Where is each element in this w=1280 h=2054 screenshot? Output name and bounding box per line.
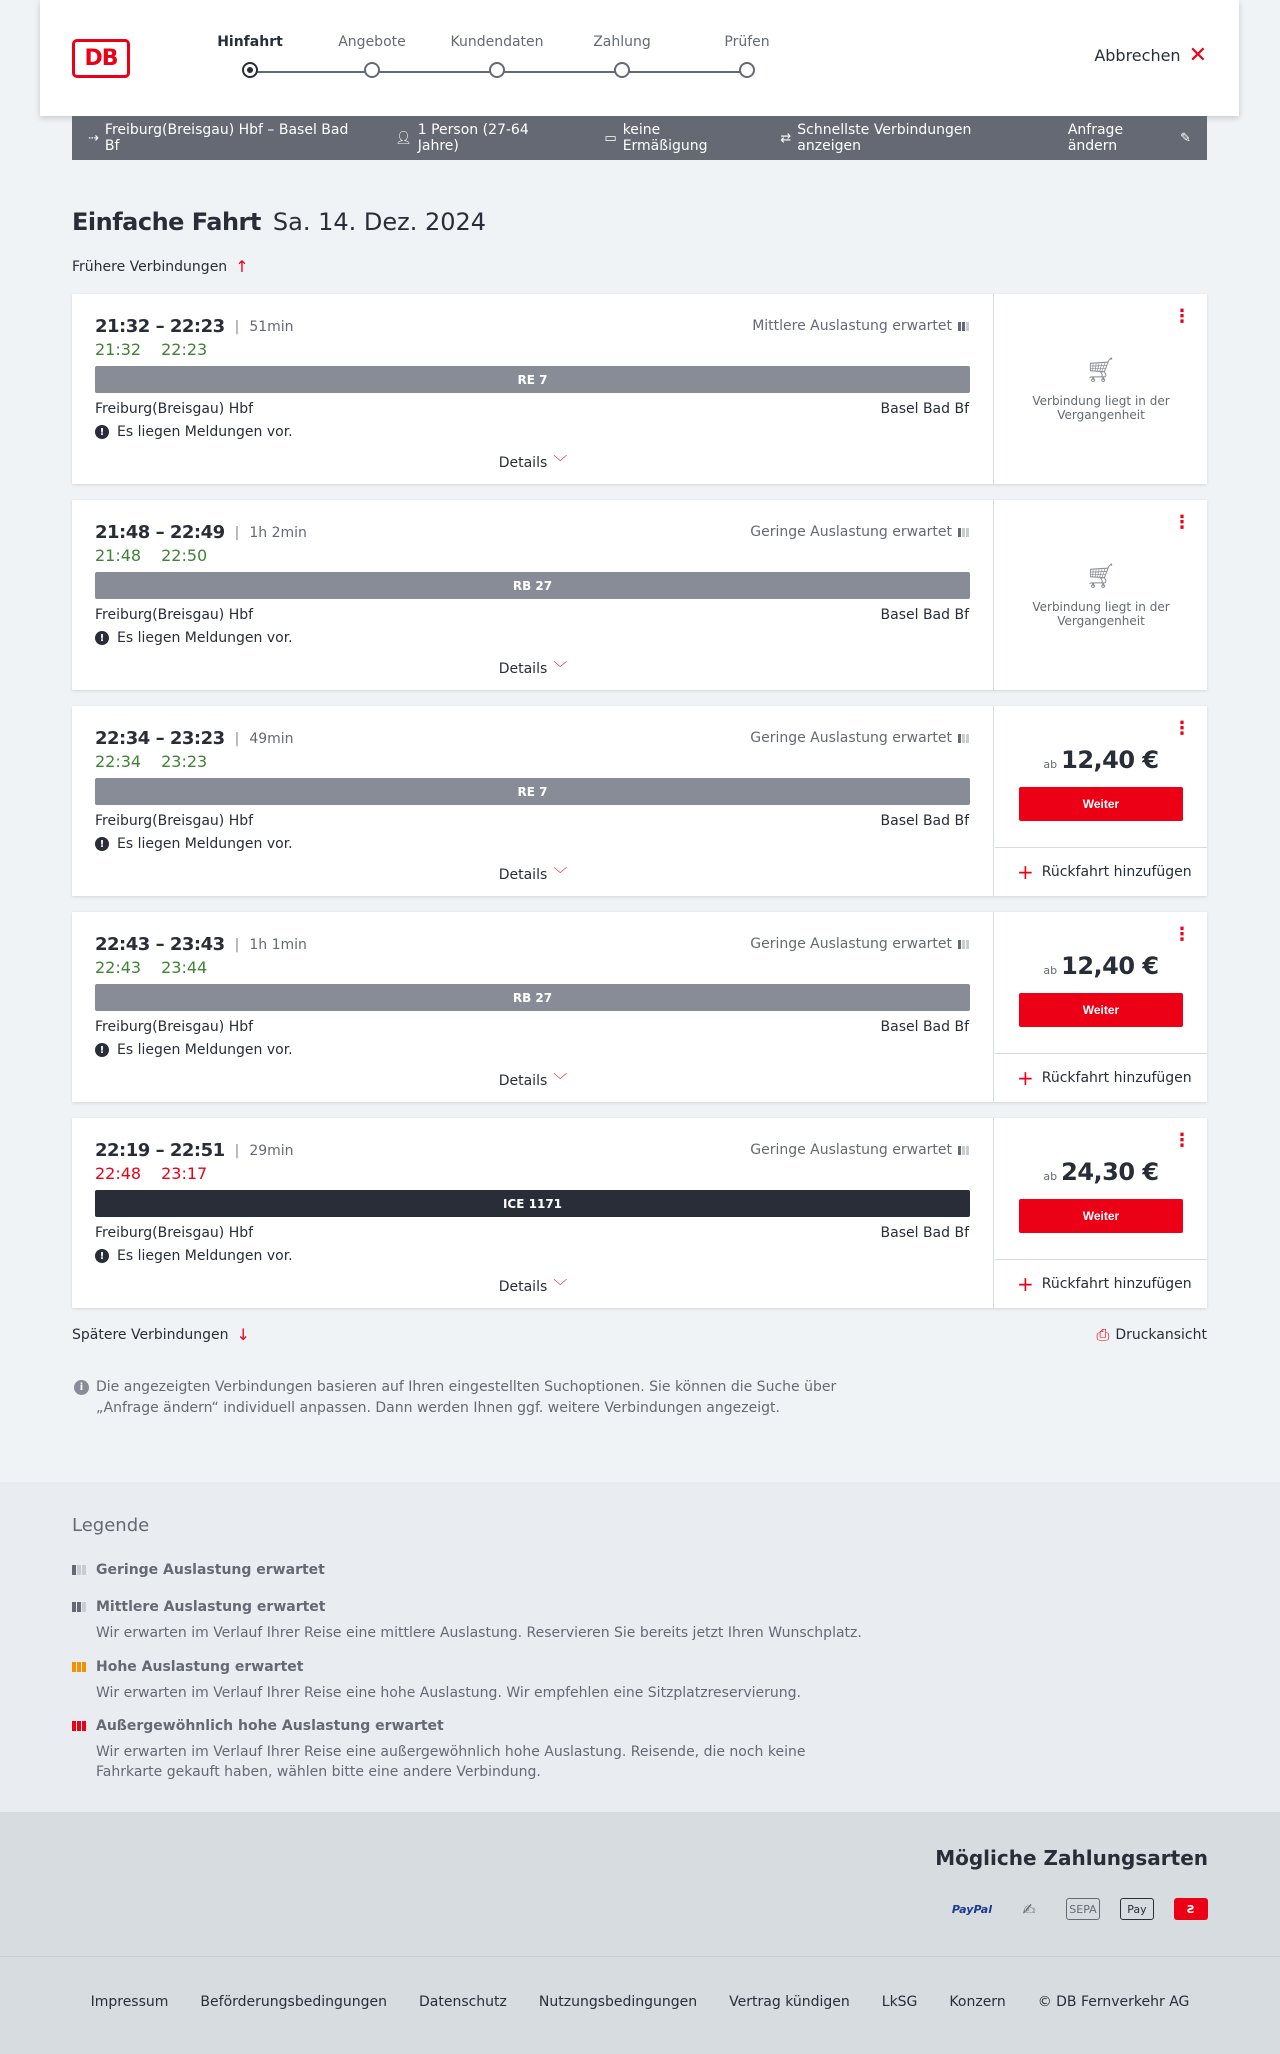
step-dot [614, 62, 630, 78]
legend-title: Legende [72, 1515, 150, 1536]
later-connections-link[interactable] [72, 1325, 250, 1344]
price-prefix: ab [1043, 758, 1058, 771]
duration: 51min [249, 318, 294, 335]
info-icon: i [74, 1380, 89, 1395]
planned-times: 21:48 – 22:49 [95, 522, 225, 543]
price [995, 952, 1207, 980]
separator: | [234, 318, 240, 335]
duration: 1h 1min [249, 936, 307, 953]
connection-info [72, 500, 994, 690]
footer-link-datenschutz[interactable]: Datenschutz [418, 1993, 507, 2010]
origin-station: Freiburg(Breisgau) Hbf [95, 1225, 254, 1241]
legend-label: Mittlere Auslastung erwartet [96, 1599, 326, 1615]
details-label: Details [498, 1073, 548, 1089]
connection-card [72, 912, 1207, 1102]
step-angebote [322, 34, 422, 56]
apple-pay-icon: Pay [1120, 1898, 1154, 1920]
planned-times: 22:34 – 23:23 [95, 728, 225, 749]
warning-icon: ! [95, 1043, 109, 1057]
origin-station: Freiburg(Breisgau) Hbf [95, 401, 254, 417]
price-amount: 12,40 € [1061, 746, 1159, 774]
price-amount: 24,30 € [1061, 1158, 1159, 1186]
info-text: Die angezeigten Verbindungen basieren auf Ihren eingestellten Suchoptionen. Sie können die Suche über „Anfrage ändern“ individuell anpassen. Dann werden Ihnen ggf. weitere Verbindungen angezeigt. [96, 1379, 837, 1416]
separator: | [234, 730, 240, 747]
origin-station: Freiburg(Breisgau) Hbf [95, 813, 254, 829]
past-connection-notice [995, 562, 1207, 628]
step-label: Prüfen [724, 34, 770, 50]
footer-link-impressum[interactable]: Impressum [90, 1993, 169, 2010]
legend-item-name [72, 1562, 872, 1578]
return-label: Rückfahrt hinzufügen [1041, 1276, 1192, 1292]
notice-text: Es liegen Meldungen vor. [117, 1248, 293, 1264]
warning-icon: ! [95, 837, 109, 851]
realtime-departure: 22:34 [95, 752, 142, 771]
notice [95, 424, 293, 440]
more-options-icon[interactable]: ⋮ [1173, 924, 1191, 945]
connection-info [72, 1118, 994, 1308]
step-label: Hinfahrt [217, 34, 283, 50]
footer-link-vertrag[interactable]: Vertrag kündigen [729, 1993, 850, 2010]
notice-text: Es liegen Meldungen vor. [117, 630, 293, 646]
price-amount: 12,40 € [1061, 952, 1159, 980]
legend-item [72, 1659, 872, 1703]
offer-panel [995, 912, 1207, 1102]
occupancy-label: Geringe Auslastung erwartet [750, 1142, 952, 1158]
add-return-button[interactable] [995, 847, 1207, 896]
realtime-arrival: 22:50 [161, 546, 208, 565]
footer-links [0, 1957, 1280, 2054]
close-icon: ✕ [1188, 42, 1207, 68]
occupancy-indicator [750, 524, 969, 540]
details-label: Details [498, 1279, 548, 1295]
credit-card-icon: ✍ [1022, 1899, 1036, 1919]
connection-card [72, 706, 1207, 896]
footer-copyright: © DB Fernverkehr AG [1037, 1993, 1190, 2010]
step-dot [364, 62, 380, 78]
swap-icon: ⇄ [780, 130, 792, 146]
planned-times: 21:32 – 22:23 [95, 316, 225, 337]
notice [95, 1042, 293, 1058]
progress-stepper [200, 34, 790, 84]
schedule-times [95, 934, 307, 955]
step-kundendaten [447, 34, 547, 56]
schedule-times [95, 522, 307, 543]
plus-icon: + [1017, 1066, 1034, 1090]
arrow-down-icon: ↓ [236, 1325, 250, 1344]
realtime-times [95, 752, 207, 771]
details-toggle[interactable] [72, 1070, 994, 1090]
realtime-arrival: 22:23 [161, 340, 208, 359]
person-icon: 👤︎ [395, 130, 412, 146]
step-dot [739, 62, 755, 78]
destination-station: Basel Bad Bf [880, 401, 969, 417]
earlier-label: Frühere Verbindungen [72, 258, 228, 275]
passenger-label: 1 Person (27-64 Jahre) [417, 122, 529, 154]
search-info-note [72, 1377, 852, 1419]
sepa-icon: SEPA [1066, 1898, 1100, 1920]
return-label: Rückfahrt hinzufügen [1041, 864, 1192, 880]
step-dot-active [242, 62, 258, 78]
connection-card [72, 1118, 1207, 1308]
connection-card [72, 294, 1207, 484]
cancel-button[interactable] [1094, 42, 1207, 68]
legend-section [0, 1482, 1280, 1812]
payment-title: Mögliche Zahlungsarten [935, 1846, 1208, 1870]
schedule-times [95, 316, 294, 337]
past-text: Verbindung liegt in der Vergangenheit [1032, 600, 1170, 628]
legend-item [72, 1599, 872, 1643]
more-options-icon[interactable]: ⋮ [1173, 718, 1191, 739]
edit-search-button[interactable] [1068, 122, 1191, 154]
price [995, 1158, 1207, 1186]
chevron-down-icon: ﹀ [553, 1073, 568, 1089]
notice-text: Es liegen Meldungen vor. [117, 1042, 293, 1058]
offer-panel [995, 294, 1207, 484]
planned-times: 22:19 – 22:51 [95, 1140, 225, 1161]
connection-info [72, 294, 994, 484]
checkout-header [40, 0, 1239, 116]
plus-icon: + [1017, 1272, 1034, 1296]
load-low-icon [958, 940, 969, 949]
load-high-icon [72, 1662, 88, 1672]
warning-icon: ! [95, 425, 109, 439]
edit-label: Anfrage ändern [1067, 122, 1124, 154]
load-medium-icon [958, 322, 969, 331]
details-toggle[interactable] [72, 1276, 994, 1296]
add-return-button[interactable] [995, 1053, 1207, 1102]
warning-icon: ! [95, 1249, 109, 1263]
legend-item-name [72, 1599, 872, 1615]
step-label: Angebote [338, 34, 406, 50]
continue-button[interactable]: Weiter [1019, 1199, 1183, 1233]
train-bar[interactable]: RB 27 [95, 984, 970, 1011]
schedule-times [95, 728, 294, 749]
legend-item [72, 1718, 872, 1782]
realtime-times [95, 340, 207, 359]
chevron-down-icon: ﹀ [553, 867, 568, 883]
destination-station: Basel Bad Bf [880, 813, 969, 829]
realtime-departure: 22:43 [95, 958, 142, 977]
connection-card [72, 500, 1207, 690]
planned-times: 22:43 – 23:43 [95, 934, 225, 955]
duration: 29min [249, 1142, 294, 1159]
return-label: Rückfahrt hinzufügen [1041, 1070, 1192, 1086]
destination-station: Basel Bad Bf [880, 1225, 969, 1241]
realtime-arrival: 23:23 [161, 752, 208, 771]
db-logo[interactable]: DB [72, 39, 130, 78]
offer-panel [995, 1118, 1207, 1308]
fastest-toggle[interactable] [780, 122, 1033, 154]
load-low-icon [958, 528, 969, 537]
footer-link-befoerderung[interactable]: Beförderungsbedingungen [200, 1993, 387, 2010]
chevron-down-icon: ﹀ [553, 661, 568, 677]
legend-description: Wir erwarten im Verlauf Ihrer Reise eine außergewöhnlich hohe Auslastung. Reisende, die noch keine Fahrkarte gekauft haben, wählen bitte eine andere Verbindung. [96, 1744, 806, 1780]
origin-station: Freiburg(Breisgau) Hbf [95, 1019, 254, 1035]
legend-item-name [72, 1659, 872, 1675]
more-options-icon[interactable]: ⋮ [1173, 512, 1191, 533]
plus-icon: + [1017, 860, 1034, 884]
card-icon: ▭ [604, 130, 617, 146]
occupancy-indicator [750, 1142, 969, 1158]
earlier-connections-link[interactable] [72, 257, 249, 276]
cart-unavailable-icon: 🛒︎ [1085, 356, 1117, 384]
separator: | [234, 1142, 240, 1159]
chevron-down-icon: ﹀ [553, 455, 568, 471]
step-pruefen [697, 34, 797, 56]
occupancy-label: Mittlere Auslastung erwartet [752, 318, 952, 334]
notice [95, 1248, 293, 1264]
train-bar[interactable]: RB 27 [95, 572, 970, 599]
destination-station: Basel Bad Bf [880, 607, 969, 623]
cancel-label: Abbrechen [1094, 46, 1181, 65]
route-arrow-icon: ⇢ [88, 130, 99, 146]
continue-button[interactable]: Weiter [1019, 787, 1183, 821]
warning-icon: ! [95, 631, 109, 645]
notice [95, 836, 293, 852]
payment-methods-section [0, 1812, 1280, 1957]
legend-label: Außergewöhnlich hohe Auslastung erwartet [96, 1718, 444, 1734]
step-label: Zahlung [593, 34, 651, 50]
continue-button[interactable]: Weiter [1019, 993, 1183, 1027]
print-view-link[interactable] [1097, 1325, 1207, 1345]
origin-station: Freiburg(Breisgau) Hbf [95, 607, 254, 623]
connection-info [72, 706, 994, 896]
paypal-icon: PayPal [951, 1902, 992, 1916]
realtime-departure: 21:48 [95, 546, 142, 565]
legend-label: Geringe Auslastung erwartet [96, 1562, 325, 1578]
legend-description: Wir erwarten im Verlauf Ihrer Reise eine hohe Auslastung. Wir empfehlen eine Sitzplatzreservierung. [96, 1685, 801, 1701]
realtime-times [95, 1164, 207, 1183]
occupancy-label: Geringe Auslastung erwartet [750, 730, 952, 746]
train-bar[interactable]: RE 7 [95, 778, 970, 805]
duration: 1h 2min [249, 524, 307, 541]
step-label: Kundendaten [450, 34, 544, 50]
occupancy-indicator [750, 730, 969, 746]
train-bar[interactable]: RE 7 [95, 366, 970, 393]
more-options-icon[interactable]: ⋮ [1173, 306, 1191, 327]
details-label: Details [498, 661, 548, 677]
price-prefix: ab [1043, 964, 1058, 977]
footer-link-nutzung[interactable]: Nutzungsbedingungen [538, 1993, 698, 2010]
cart-unavailable-icon: 🛒︎ [1085, 562, 1117, 590]
passenger-summary[interactable] [395, 122, 570, 154]
separator: | [234, 524, 240, 541]
route-label: Freiburg(Breisgau) Hbf – Basel Bad Bf [104, 122, 349, 154]
realtime-times [95, 546, 207, 565]
trip-date: Sa. 14. Dez. 2024 [272, 208, 487, 236]
print-label: Druckansicht [1115, 1327, 1207, 1343]
legend-item [72, 1562, 872, 1578]
details-toggle[interactable] [72, 658, 994, 678]
discount-label: keine Ermäßigung [622, 122, 708, 154]
load-medium-icon [72, 1602, 88, 1612]
schedule-times [95, 1140, 294, 1161]
offer-panel [995, 500, 1207, 690]
details-toggle[interactable] [72, 452, 994, 472]
details-label: Details [498, 867, 548, 883]
occupancy-indicator [752, 318, 969, 334]
discount-summary[interactable] [604, 122, 746, 154]
notice-text: Es liegen Meldungen vor. [117, 424, 293, 440]
offer-panel [995, 706, 1207, 896]
chevron-down-icon: ﹀ [553, 1279, 568, 1295]
legend-item-name [72, 1718, 872, 1734]
connection-info [72, 912, 994, 1102]
route-summary[interactable] [88, 122, 361, 154]
fastest-label: Schnellste Verbindungen anzeigen [797, 122, 972, 154]
notice [95, 630, 293, 646]
occupancy-indicator [750, 936, 969, 952]
realtime-times [95, 958, 207, 977]
separator: | [234, 936, 240, 953]
footer-link-konzern[interactable]: Konzern [949, 1993, 1006, 2010]
realtime-arrival: 23:17 [161, 1164, 208, 1183]
duration: 49min [249, 730, 294, 747]
pencil-icon: ✎ [1180, 130, 1191, 146]
trip-type: Einfache Fahrt [72, 208, 261, 236]
arrow-up-icon: ↑ [235, 257, 249, 276]
notice-text: Es liegen Meldungen vor. [117, 836, 293, 852]
past-text: Verbindung liegt in der Vergangenheit [1032, 394, 1170, 422]
search-summary-bar [72, 116, 1207, 160]
printer-icon: ⎙ [1096, 1325, 1110, 1344]
occupancy-label: Geringe Auslastung erwartet [750, 524, 952, 540]
more-options-icon[interactable]: ⋮ [1173, 1130, 1191, 1151]
later-label: Spätere Verbindungen [72, 1326, 229, 1343]
add-return-button[interactable] [995, 1259, 1207, 1308]
step-hinfahrt [200, 34, 300, 56]
db-pay-icon: Ƨ [1174, 1898, 1208, 1920]
step-zahlung [572, 34, 672, 56]
legend-description: Wir erwarten im Verlauf Ihrer Reise eine mittlere Auslastung. Reservieren Sie bereits jetzt Ihren Wunschplatz. [96, 1625, 862, 1641]
load-low-icon [958, 1146, 969, 1155]
page-title [72, 208, 486, 236]
destination-station: Basel Bad Bf [880, 1019, 969, 1035]
details-label: Details [498, 455, 548, 471]
realtime-departure: 22:48 [95, 1164, 142, 1183]
realtime-departure: 21:32 [95, 340, 142, 359]
load-low-icon [72, 1565, 88, 1575]
past-connection-notice [995, 356, 1207, 422]
price [995, 746, 1207, 774]
payment-icons [952, 1898, 1208, 1920]
details-toggle[interactable] [72, 864, 994, 884]
legend-label: Hohe Auslastung erwartet [96, 1659, 304, 1675]
realtime-arrival: 23:44 [161, 958, 208, 977]
price-prefix: ab [1043, 1170, 1058, 1183]
load-low-icon [958, 734, 969, 743]
footer-link-lksg[interactable]: LkSG [881, 1993, 918, 2010]
train-bar[interactable]: ICE 1171 [95, 1190, 970, 1217]
occupancy-label: Geringe Auslastung erwartet [750, 936, 952, 952]
step-dot [489, 62, 505, 78]
load-extreme-icon [72, 1721, 88, 1731]
